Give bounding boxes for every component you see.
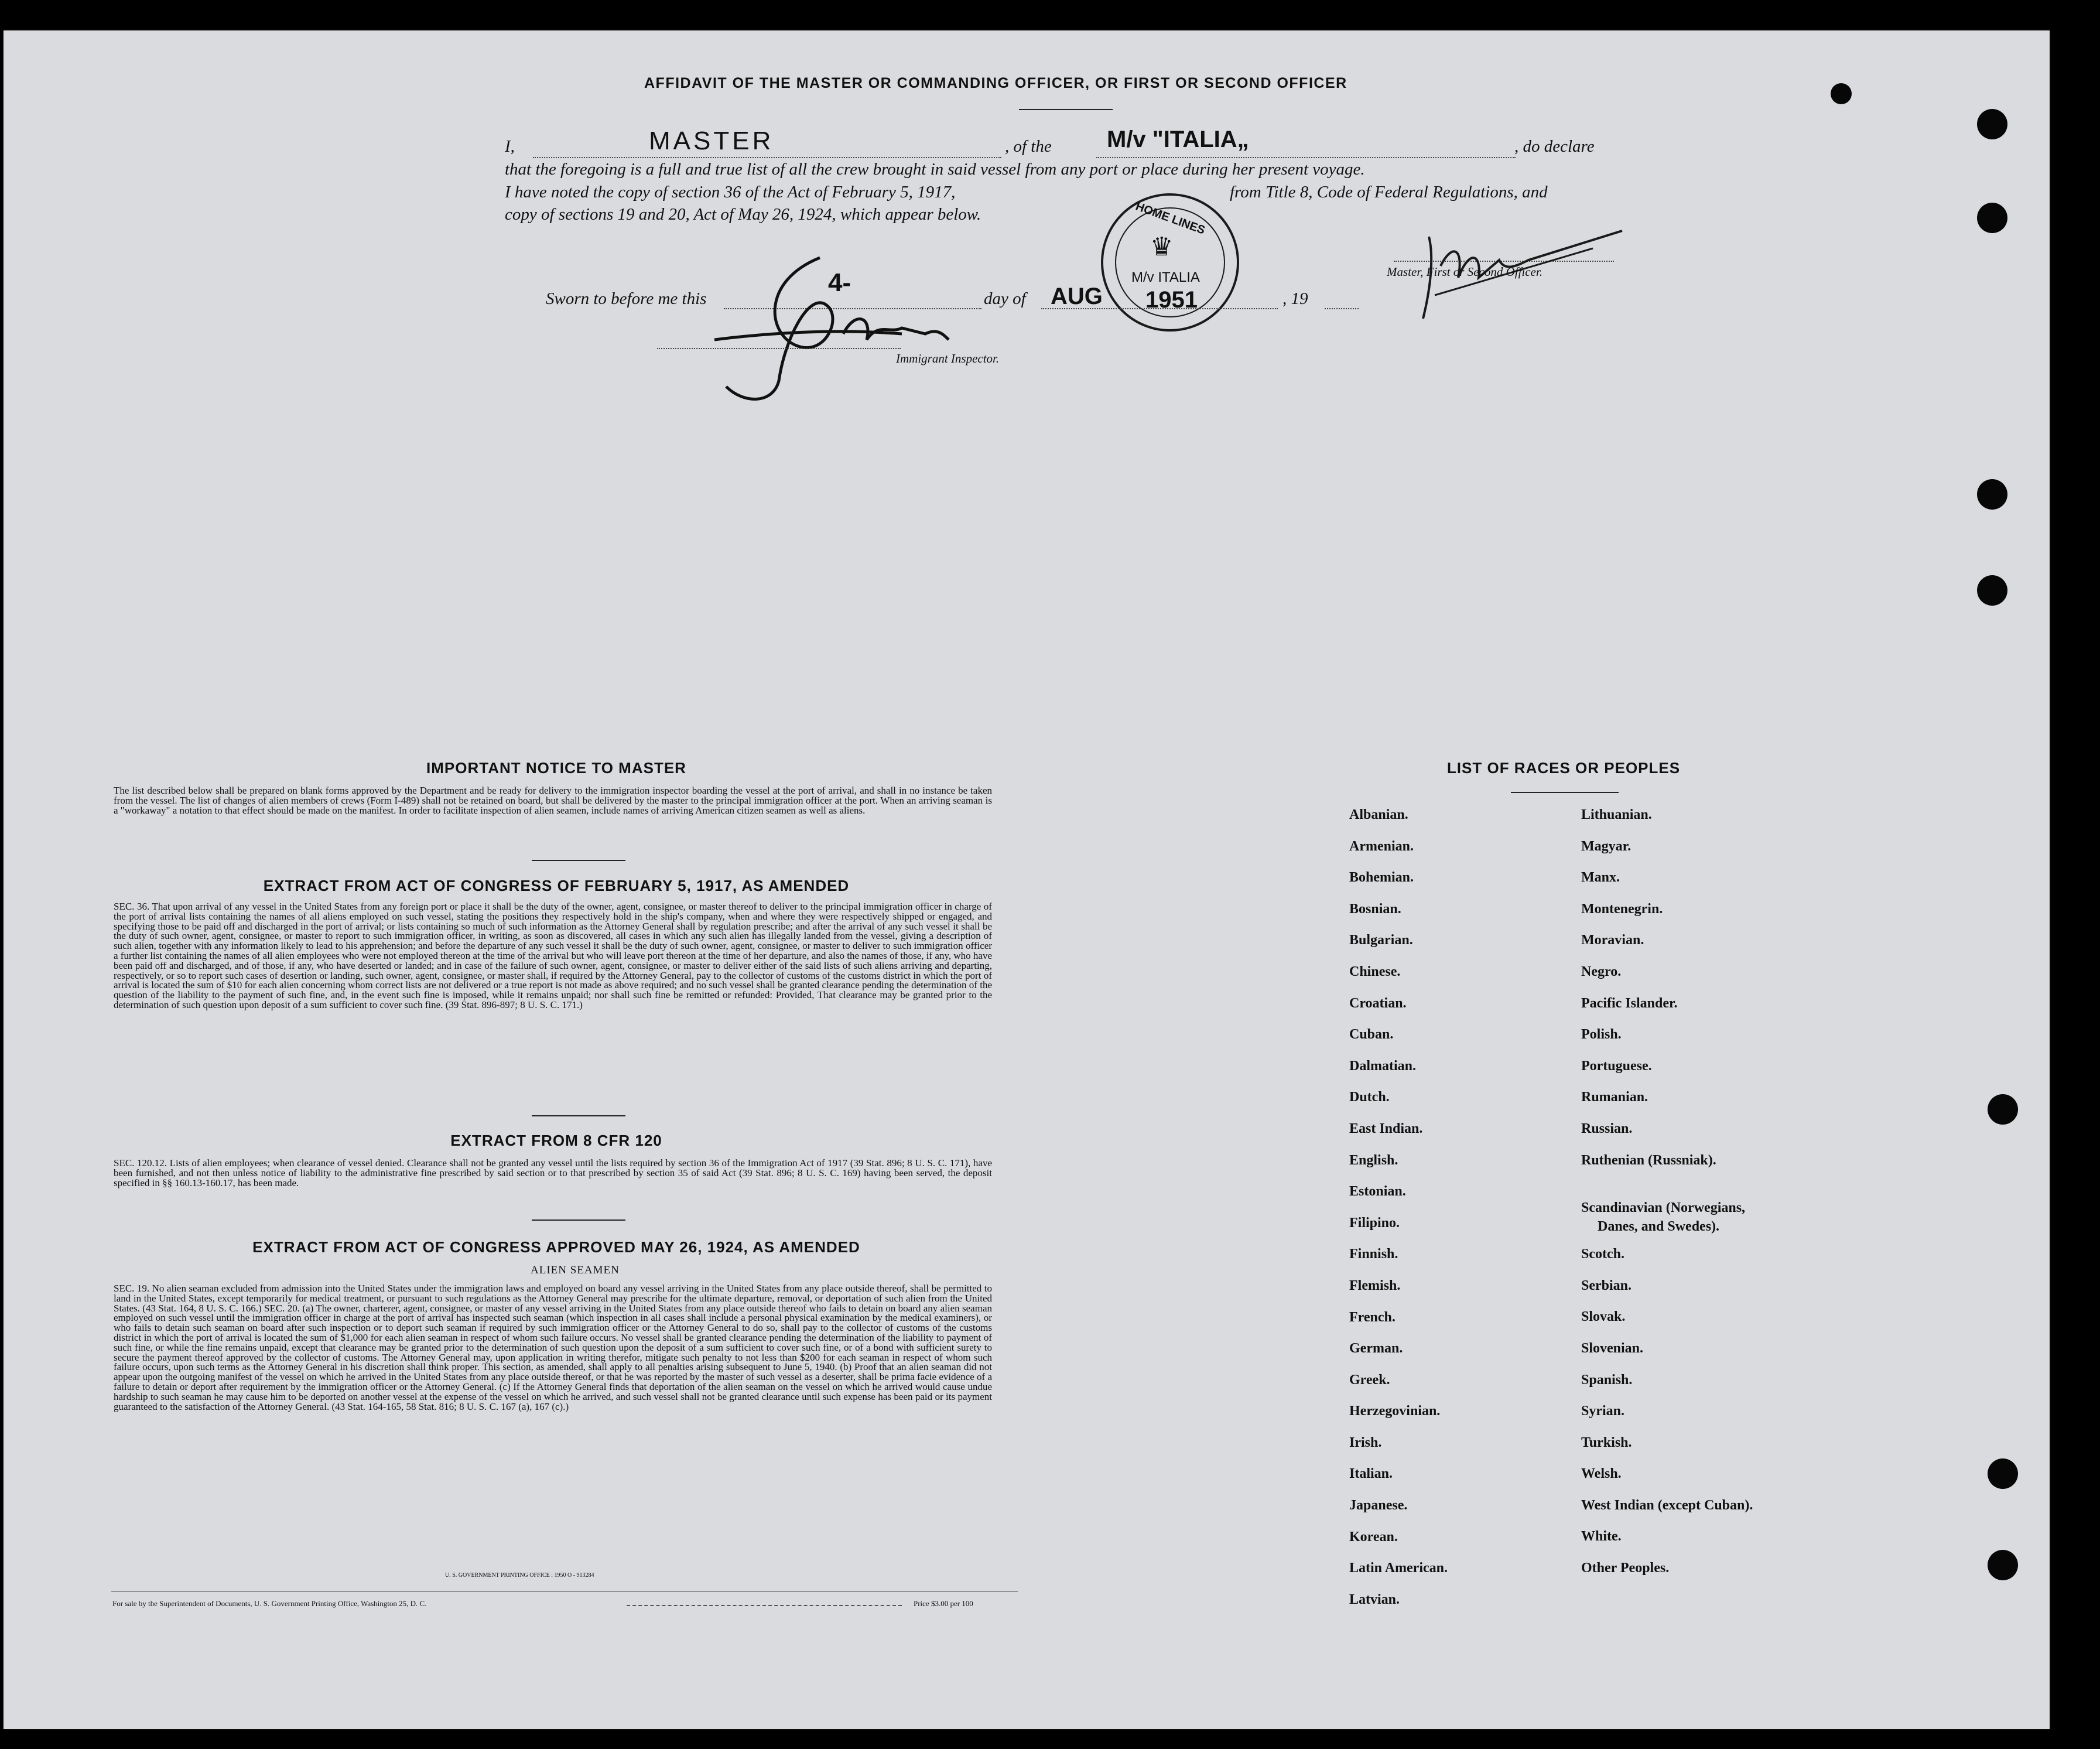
punch-hole (1977, 575, 2007, 606)
notice-heading: IMPORTANT NOTICE TO MASTER (426, 759, 686, 777)
race-item: Scandinavian (Norwegians, (1581, 1200, 1746, 1216)
race-item: English. (1349, 1152, 1398, 1168)
race-item: Manx. (1581, 870, 1620, 886)
punch-hole (1977, 109, 2007, 139)
extract-1917-divider (532, 1115, 625, 1116)
title-divider (1019, 109, 1113, 110)
race-item: Moravian. (1581, 932, 1644, 948)
race-item: Ruthenian (Russniak). (1581, 1152, 1716, 1168)
race-item: Russian. (1581, 1121, 1633, 1136)
master-line (533, 157, 1001, 158)
race-item: Bohemian. (1349, 870, 1414, 886)
race-item: Lithuanian. (1581, 807, 1652, 822)
race-item: Spanish. (1581, 1372, 1633, 1388)
race-item: Bulgarian. (1349, 932, 1413, 948)
race-item: Welsh. (1581, 1466, 1622, 1482)
punch-hole (1977, 203, 2007, 233)
race-item: West Indian (except Cuban). (1581, 1497, 1753, 1513)
year-value: 1951 (1145, 287, 1198, 313)
race-item: Rumanian. (1581, 1089, 1648, 1105)
race-item: Croatian. (1349, 995, 1407, 1011)
race-item: German. (1349, 1341, 1403, 1357)
ink-blot (1831, 83, 1852, 104)
races-heading: LIST OF RACES OR PEOPLES (1446, 759, 1681, 777)
extract-cfr-heading: EXTRACT FROM 8 CFR 120 (450, 1132, 662, 1149)
race-item: Portuguese. (1581, 1058, 1652, 1074)
races-column-2 (1581, 807, 1753, 1592)
race-item: Syrian. (1581, 1403, 1625, 1419)
vessel-line (1096, 157, 1516, 158)
race-item: Filipino. (1349, 1215, 1400, 1231)
do-declare-label: , do declare (1514, 137, 1595, 156)
printing-office-line: U. S. GOVERNMENT PRINTING OFFICE : 1950 O - 913284 (445, 1572, 594, 1579)
race-item: Slovak. (1581, 1309, 1626, 1325)
race-item: Greek. (1349, 1372, 1390, 1388)
notice-divider (532, 860, 625, 861)
race-item: Italian. (1349, 1466, 1393, 1482)
race-item: Cuban. (1349, 1027, 1394, 1043)
races-divider (1511, 792, 1619, 793)
month-value: AUG (1051, 283, 1103, 309)
race-item: Herzegovinian. (1349, 1403, 1441, 1419)
inspector-signature (691, 246, 960, 410)
i-label: I, (505, 137, 515, 156)
race-item: Dutch. (1349, 1089, 1390, 1105)
sworn-label: Sworn to before me this (546, 289, 707, 308)
race-item: Estonian. (1349, 1184, 1406, 1200)
master-signature-label: Master, First or Second Officer. (1387, 265, 1542, 279)
punch-hole (1988, 1094, 2018, 1125)
race-item: Korean. (1349, 1529, 1398, 1545)
race-item: French. (1349, 1309, 1396, 1325)
extract-1924-text: SEC. 19. No alien seaman excluded from admission into the United States under the immigration laws and employed on board any vessel arriving in the United States from any place outside thereof, shall be permitted to land in the United States, except temporarily for medical treatment, or pursuant to such regulations as the Attorney General may prescribe for the ultimate departure, removal, or deportation of such alien from the United States. (43 Stat. 164, 8 U. S. C. 166.) SEC. 20. (a) The owner, charterer, agent, consignee, or master of any vessel arriving in the United States from any place outside thereof who fails to detain on board any alien seaman employed on such vessel until the immigration officer in charge at the port of arrival has inspected such seaman (which inspection in all cases shall include a personal physical examination by the medical examiners), or who fails to detain such seaman on board after such inspection or to deport such seaman if required by such immigration officer or the Attorney General to do so, shall pay to the collector of customs of the customs district in which the port of arrival is located the sum of $1,000 for each alien seaman in respect of whom such failure occurs. No vessel shall be granted clearance pending the determination of the liability to payment of such fine, or while the fine remains unpaid, except that clearance may be granted prior to the determination of such question upon the deposit of a sum sufficient to cover such fine, or of a bond with sufficient surety to secure the payment thereof approved by the collector of customs. The Attorney General may, upon application in writing therefor, mitigate such penalty to not less than $200 for each seaman in respect of whom such failure occurs, upon such terms as the Attorney General in his discretion shall think proper. This section, as amended, shall apply to all penalties arising subsequent to June 5, 1940. (b) Proof that an alien seaman did not appear upon the outgoing manifest of the vessel on which he arrived in the United States from any place outside thereof, or that he was reported by the master of such vessel as a deserter, shall be prima facie evidence of a failure to detain or deport after requirement by the immigration officer or the Attorney General. (c) If the Attorney General finds that deportation of the alien seaman on the vessel on which he arrived would cause undue hardship to such seaman he may cause him to be deported on another vessel at the expense of the vessel on which he arrived, and such vessel shall not be granted clearance until such expense has been paid or its payment guaranteed to the satisfaction of the Attorney General. (43 Stat. 164-165, 58 Stat. 816; 8 U. S. C. 167 (a), 167 (c).) (114, 1283, 992, 1412)
price-text: Price $3.00 per 100 (914, 1599, 973, 1608)
affidavit-line-1: that the foregoing is a full and true list of all the crew brought in said vessel from any port or place during her present voyage. (505, 160, 1365, 179)
inspector-signature-line (657, 348, 901, 349)
race-item: Latvian. (1349, 1591, 1400, 1607)
race-item: Slovenian. (1581, 1340, 1644, 1356)
race-item: Danes, and Swedes). (1598, 1219, 1720, 1235)
punch-hole (1988, 1458, 2018, 1489)
punch-hole (1977, 479, 2007, 510)
extract-cfr-text: SEC. 120.12. Lists of alien employees; when clearance of vessel denied. Clearance shall not be granted any vessel until the lists required by section 36 of the Immigration Act of 1917 (39 Stat. 896; 8 U. S. C. 171), have been furnished, and not then unless notice of liability to the administrative fine prescribed by said section or to that prescribed by section 35 of said Act (39 Stat. 896; 8 U. S. C. 169) having been served, the deposit specified in §§ 160.13-160.17, has been made. (114, 1157, 992, 1188)
races-column-1 (1349, 807, 1448, 1623)
vessel-value: M/v "ITALIA„ (1107, 127, 1249, 152)
race-item: Latin American. (1349, 1560, 1448, 1576)
race-item: Armenian. (1349, 838, 1414, 854)
race-item: Serbian. (1581, 1277, 1632, 1293)
inspector-label: Immigrant Inspector. (896, 351, 1000, 365)
race-item: Polish. (1581, 1027, 1622, 1043)
day-of-label: day of (984, 289, 1026, 308)
notice-text: The list described below shall be prepared on blank forms approved by the Department and be ready for delivery to the immigration inspector boarding the vessel at the port of arrival, and shall in no instance be taken from the vessel. The list of changes of alien members of crews (Form I-489) shall not be retained on board, but shall be delivered by the master to the principal immigration officer at the port. When an arriving seaman is a "workaway" a notation to that effect should be made on the manifest. In order to facilitate inspection of alien seamen, include names of arriving American citizen seamen as well as aliens. (114, 785, 992, 816)
punch-hole (1988, 1550, 2018, 1580)
race-item: Dalmatian. (1349, 1058, 1416, 1074)
extract-1924-heading: EXTRACT FROM ACT OF CONGRESS APPROVED MAY 26, 1924, AS AMENDED (252, 1238, 860, 1256)
master-value: MASTER (649, 127, 774, 155)
race-item: Turkish. (1581, 1434, 1632, 1450)
extract-cfr-divider (532, 1219, 625, 1221)
stamp-line-name: HOME LINES (1134, 200, 1207, 237)
race-item: Finnish. (1349, 1246, 1398, 1262)
race-item: Chinese. (1349, 964, 1401, 979)
race-item: Magyar. (1581, 838, 1632, 854)
affidavit-line-2a: I have noted the copy of section 36 of the Act of February 5, 1917, (505, 183, 956, 201)
race-item: Albanian. (1349, 807, 1408, 822)
affidavit-line-2b: from Title 8, Code of Federal Regulations, and (1230, 183, 1548, 201)
race-item: Negro. (1581, 964, 1622, 979)
race-item: Scotch. (1581, 1246, 1624, 1262)
year-prefix: , 19 (1282, 289, 1308, 308)
day-value: 4- (828, 268, 851, 297)
for-sale-text: For sale by the Superintendent of Documents, U. S. Government Printing Office, Washington 25, D. C. (112, 1599, 427, 1608)
race-item: Flemish. (1349, 1277, 1401, 1293)
race-item: White. (1581, 1529, 1622, 1545)
race-item: Other Peoples. (1581, 1560, 1670, 1576)
crown-icon: ♛ (1150, 233, 1174, 261)
affidavit-title: AFFIDAVIT OF THE MASTER OR COMMANDING OFFICER, OR FIRST OR SECOND OFFICER (644, 75, 1347, 91)
year-line (1325, 308, 1359, 309)
extract-1917-heading: EXTRACT FROM ACT OF CONGRESS OF FEBRUARY 5, 1917, AS AMENDED (263, 877, 850, 894)
stamp-vessel: M/v ITALIA (1131, 269, 1200, 285)
of-the-label: , of the (1005, 137, 1052, 156)
race-item: Bosnian. (1349, 901, 1401, 917)
race-item: Irish. (1349, 1434, 1382, 1450)
race-item: East Indian. (1349, 1121, 1423, 1136)
extract-1917-text: SEC. 36. That upon arrival of any vessel in the United States from any foreign port or place it shall be the duty of the owner, agent, consignee, or master thereof to deliver to the principal immigration officer in charge of the port of arrival lists containing the names of all aliens employed on such vessel, stating the positions they respectively hold in the ship's company, when and where they were respectively shipped or engaged, and specifying those to be paid off and discharged in the port of arrival; or lists containing so much of such information as the Attorney General shall by regulation prescribe; and after the arrival of any such vessel it shall be the duty of such owner, agent, consignee, or master to report to such immigration officer, in writing, as soon as discovered, all cases in which any such alien has illegally landed from the vessel, giving a description of such alien, together with any information likely to lead to his apprehension; and before the departure of any such vessel it shall be the duty of such owner, agent, consignee, or master to deliver to such immigration officer a further list containing the names of all alien employees who were not employed thereon at the time of the arrival but who will leave port thereon at the time of her departure, and also the names of those, if any, who have been paid off and discharged, and of those, if any, who have deserted or landed; and in case of the failure of such owner, agent, consignee, or master to deliver either of the said lists of such aliens arriving and departing, respectively, or so to report such cases of desertion or landing, such owner, agent, consignee, or master shall, if required by the Attorney General, pay to the collector of customs of the customs district in which the port of arrival is located the sum of $10 for each alien concerning whom correct lists are not delivered or a true report is not made as above required; and no such vessel shall be granted clearance pending the determination of the question of the liability to the payment of such fine, and, in the event such fine is imposed, while it remains unpaid; nor shall such fine be remitted or refunded: Provided, That clearance may be granted prior to the determination of such question upon deposit of a sum sufficient to cover such fine. (39 Stat. 896-897; 8 U. S. C. 171.) (114, 901, 992, 1010)
affidavit-line-3: copy of sections 19 and 20, Act of May 26, 1924, which appear below. (505, 205, 981, 224)
extract-1924-subheading: ALIEN SEAMEN (531, 1264, 620, 1276)
footer-dots (627, 1605, 902, 1606)
race-item: Montenegrin. (1581, 901, 1663, 917)
race-item: Pacific Islander. (1581, 995, 1678, 1011)
race-item: Japanese. (1349, 1498, 1408, 1514)
